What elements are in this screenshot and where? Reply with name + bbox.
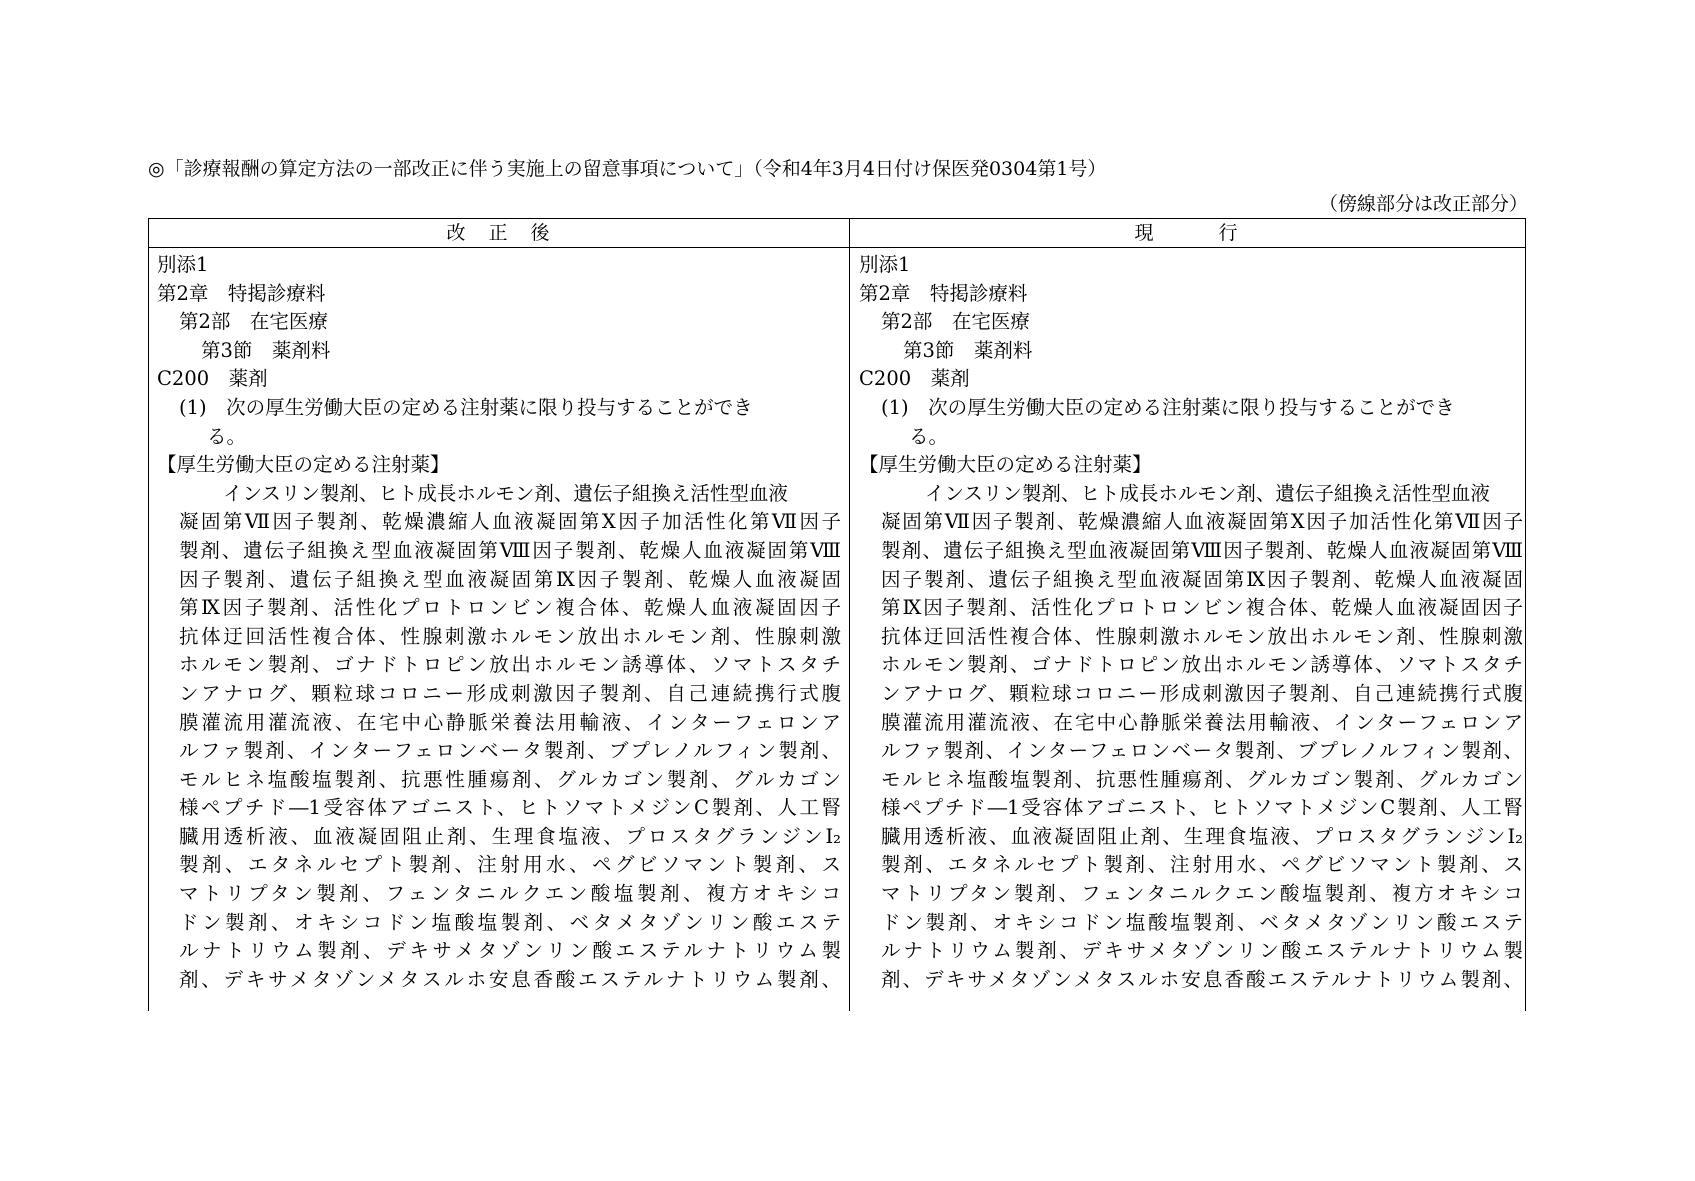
body-line: ホルモン製剤、ゴナドトロピン放出ホルモン誘導体、ソマトスタチ (179, 653, 841, 677)
document-title: ◎「診療報酬の算定方法の一部改正に伴う実施上の留意事項について」（令和4年3月4日付け保医発0304第1号） (148, 158, 1107, 180)
body-line: モルヒネ塩酸塩製剤、抗悪性腫瘍剤、グルカゴン製剤、グルカゴン (881, 767, 1523, 791)
body-line: ドン製剤、オキシコドン塩酸塩製剤、ベタメタゾンリン酸エステ (881, 910, 1523, 934)
body-line: ホルモン製剤、ゴナドトロピン放出ホルモン誘導体、ソマトスタチ (881, 653, 1523, 677)
body-line: マトリプタン製剤、フェンタニルクエン酸塩製剤、複方オキシコ (881, 882, 1523, 906)
comparison-table (148, 218, 1526, 1011)
body-line: ンアナログ、顆粒球コロニー形成刺激因子製剤、自己連続携行式腹 (179, 681, 841, 705)
paragraph-1-line-2: る。 (909, 424, 949, 448)
header-current: 現 行 (1134, 222, 1240, 244)
header-revised: 改 正 後 (446, 222, 552, 244)
current-column (859, 251, 1523, 994)
revision-note: （傍線部分は改正部分） (1318, 193, 1528, 215)
table-header-row (149, 219, 1525, 248)
item-code-heading: C200 薬剤 (859, 367, 970, 391)
body-line: 凝固第Ⅶ因子製剤、乾燥濃縮人血液凝固第Ⅹ因子加活性化第Ⅶ因子 (881, 510, 1523, 534)
body-line: インスリン製剤、ヒト成長ホルモン剤、遺伝子組換え活性型血液 (925, 481, 1490, 505)
body-line: 製剤、エタネルセプト製剤、注射用水、ペグビソマント製剤、ス (881, 853, 1523, 877)
body-line: 第Ⅸ因子製剤、活性化プロトロンビン複合体、乾燥人血液凝固因子 (881, 596, 1523, 620)
appendix-label: 別添1 (157, 253, 209, 276)
body-line: ルナトリウム製剤、デキサメタゾンリン酸エステルナトリウム製 (881, 939, 1523, 963)
paragraph-1-line-1: (1) 次の厚生労働大臣の定める注射薬に限り投与することができ (881, 395, 1455, 419)
part-heading: 第2部 在宅医療 (881, 310, 1030, 334)
body-line: マトリプタン製剤、フェンタニルクエン酸塩製剤、複方オキシコ (179, 882, 841, 906)
body-line: 臓用透析液、血液凝固阻止剤、生理食塩液、プロスタグランジンI₂ (179, 824, 841, 848)
body-line: 膜灌流用灌流液、在宅中心静脈栄養法用輸液、インターフェロンア (179, 710, 841, 734)
body-line: 凝固第Ⅶ因子製剤、乾燥濃縮人血液凝固第Ⅹ因子加活性化第Ⅶ因子 (179, 510, 841, 534)
body-line: 様ペプチド―1受容体アゴニスト、ヒトソマトメジンC製剤、人工腎 (881, 796, 1523, 820)
body-line: 製剤、エタネルセプト製剤、注射用水、ペグビソマント製剤、ス (179, 853, 841, 877)
section-heading: 第3節 薬剤料 (903, 338, 1033, 362)
body-line: 製剤、遺伝子組換え型血液凝固第Ⅷ因子製剤、乾燥人血液凝固第Ⅷ (881, 538, 1523, 562)
chapter-heading: 第2章 特掲診療料 (157, 281, 326, 305)
body-line: ルファ製剤、インターフェロンベータ製剤、ブプレノルフィン製剤、 (179, 739, 841, 763)
paragraph-1-line-2: る。 (207, 424, 247, 448)
appendix-label: 別添1 (859, 253, 911, 276)
body-line: 第Ⅸ因子製剤、活性化プロトロンビン複合体、乾燥人血液凝固因子 (179, 596, 841, 620)
body-line: 剤、デキサメタゾンメタスルホ安息香酸エステルナトリウム製剤、 (881, 967, 1523, 991)
body-line: 因子製剤、遺伝子組換え型血液凝固第Ⅸ因子製剤、乾燥人血液凝固 (881, 567, 1523, 591)
chapter-heading: 第2章 特掲診療料 (859, 281, 1028, 305)
body-line: ドン製剤、オキシコドン塩酸塩製剤、ベタメタゾンリン酸エステ (179, 910, 841, 934)
body-line: ルナトリウム製剤、デキサメタゾンリン酸エステルナトリウム製 (179, 939, 841, 963)
list-heading: 【厚生労働大臣の定める注射薬】 (157, 453, 450, 477)
list-heading: 【厚生労働大臣の定める注射薬】 (859, 453, 1152, 477)
part-heading: 第2部 在宅医療 (179, 310, 328, 334)
body-line: ルファ製剤、インターフェロンベータ製剤、ブプレノルフィン製剤、 (881, 739, 1523, 763)
body-line: 剤、デキサメタゾンメタスルホ安息香酸エステルナトリウム製剤、 (179, 967, 841, 991)
body-line: 製剤、遺伝子組換え型血液凝固第Ⅷ因子製剤、乾燥人血液凝固第Ⅷ (179, 538, 841, 562)
body-line: インスリン製剤、ヒト成長ホルモン剤、遺伝子組換え活性型血液 (223, 481, 788, 505)
body-line: 膜灌流用灌流液、在宅中心静脈栄養法用輸液、インターフェロンア (881, 710, 1523, 734)
body-line: 臓用透析液、血液凝固阻止剤、生理食塩液、プロスタグランジンI₂ (881, 824, 1523, 848)
body-line: 因子製剤、遺伝子組換え型血液凝固第Ⅸ因子製剤、乾燥人血液凝固 (179, 567, 841, 591)
revised-column (157, 251, 841, 994)
item-code-heading: C200 薬剤 (157, 367, 268, 391)
body-line: モルヒネ塩酸塩製剤、抗悪性腫瘍剤、グルカゴン製剤、グルカゴン (179, 767, 841, 791)
body-line: 様ペプチド―1受容体アゴニスト、ヒトソマトメジンC製剤、人工腎 (179, 796, 841, 820)
body-line: ンアナログ、顆粒球コロニー形成刺激因子製剤、自己連続携行式腹 (881, 681, 1523, 705)
paragraph-1-line-1: (1) 次の厚生労働大臣の定める注射薬に限り投与することができ (179, 395, 753, 419)
body-line: 抗体迂回活性複合体、性腺刺激ホルモン放出ホルモン剤、性腺刺激 (881, 624, 1523, 648)
section-heading: 第3節 薬剤料 (201, 338, 331, 362)
body-line: 抗体迂回活性複合体、性腺刺激ホルモン放出ホルモン剤、性腺刺激 (179, 624, 841, 648)
column-divider (849, 219, 850, 1011)
